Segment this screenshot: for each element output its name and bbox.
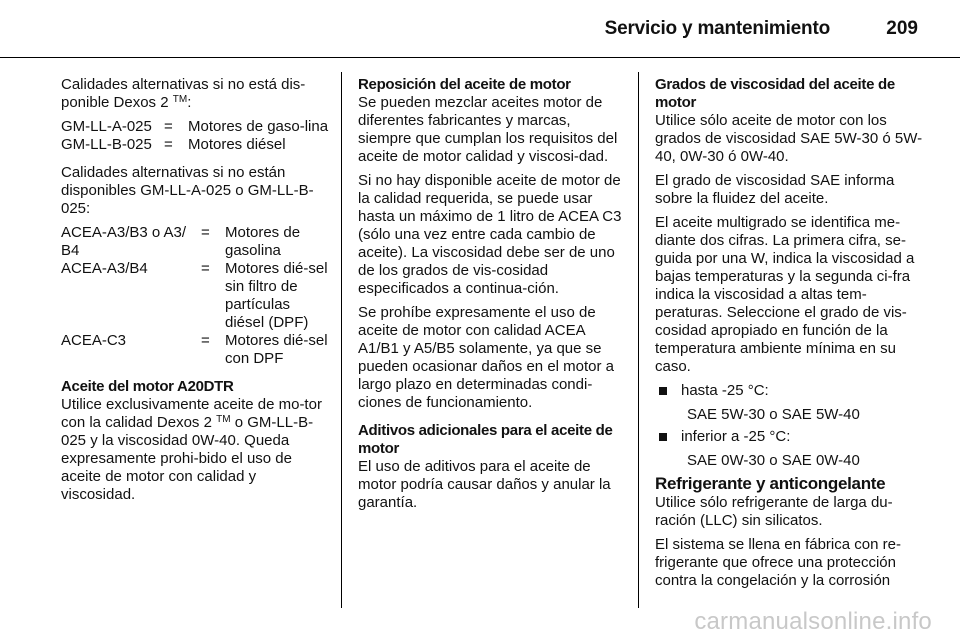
coolant-paragraph-2: El sistema se llena en fábrica con re-frigerante que ofrece una protección contra la congelación y la corrosión: [655, 536, 901, 589]
spec-key: ACEA-A3/B3 o A3/ B4: [61, 224, 187, 259]
section-heading-additives: Aditivos adicionales para el aceite de motor: [358, 422, 613, 457]
spec-value: Motores dié-sel con DPF: [225, 332, 328, 367]
table-row: [61, 136, 328, 154]
spec-eq: =: [164, 118, 173, 135]
section-heading-a20dtr: Aceite del motor A20DTR: [61, 378, 234, 395]
trademark-sup: TM: [172, 94, 188, 105]
refill-paragraph-2: Si no hay disponible aceite de motor de la calidad requerida, se puede usar hasta un máximo de 1 litro de ACEA C3 (sólo una vez entre cada cambio de aceite). La viscosidad debe ser de uno de los grados de vis-cosidad especificados a continua-ción.: [358, 172, 622, 297]
column-1: [61, 76, 329, 510]
spec-eq: =: [201, 224, 210, 241]
section-heading-viscosity: Grados de viscosidad del aceite de motor: [655, 76, 895, 111]
header-divider: [0, 57, 960, 58]
viscosity-list: [655, 382, 925, 470]
section-heading-refill: Reposición del aceite de motor: [358, 76, 571, 93]
column-divider-1: [341, 72, 342, 608]
list-item: inferior a -25 °C: SAE 0W-30 o SAE 0W-40: [655, 428, 925, 470]
watermark: carmanualsonline.info: [694, 608, 932, 635]
spec-key: GM-LL-A-025: [61, 118, 152, 135]
page-title: Servicio y mantenimiento: [604, 18, 830, 39]
spec-value: Motores de gaso-lina: [188, 118, 329, 135]
bullet-square-icon: [659, 387, 667, 395]
list-item: hasta -25 °C: SAE 5W-30 o SAE 5W-40: [655, 382, 925, 424]
spec-value: Motores de gasolina: [225, 224, 301, 259]
a20dtr-paragraph: Utilice exclusivamente aceite de mo-tor con la calidad Dexos 2 ™ o GM-LL-B-025 y la viscosidad 0W-40. Queda expresamente prohi-bido el uso de aceite de motor con calidad y viscosidad.: [61, 396, 322, 503]
list-item-value: SAE 0W-30 o SAE 0W-40: [687, 452, 860, 469]
viscosity-paragraph-2: El grado de viscosidad SAE informa sobre la fluidez del aceite.: [655, 172, 895, 207]
column-divider-2: [638, 72, 639, 608]
table-row: [61, 224, 329, 260]
bullet-square-icon: [659, 433, 667, 441]
spec-key: ACEA-C3: [61, 332, 127, 349]
alt-quality-paragraph-2: Calidades alternativas si no están disponibles GM-LL-A-025 o GM-LL-B-025:: [61, 164, 314, 217]
spec-eq: =: [201, 260, 210, 277]
section-heading-coolant: Refrigerante y anticongelante: [655, 474, 886, 493]
additives-paragraph: El uso de aditivos para el aceite de motor podría causar daños y anular la garantía.: [358, 458, 611, 511]
page-header: [0, 18, 960, 48]
spec-key: ACEA-A3/B4: [61, 260, 148, 277]
refill-paragraph-1: Se pueden mezclar aceites motor de diferentes fabricantes y marcas, siempre que cumplan los requisitos del aceite de motor calidad y viscosi-dad.: [358, 94, 618, 165]
viscosity-paragraph-1: Utilice sólo aceite de motor con los grados de viscosidad SAE 5W-30 ó 5W-40, 0W-30 ó 0W-40.: [655, 112, 923, 165]
alt-quality-paragraph: Calidades alternativas si no está dis-ponible Dexos 2 ™:: [61, 76, 306, 111]
table-row: [61, 118, 328, 136]
table-row: [61, 260, 329, 332]
spec-key: GM-LL-B-025: [61, 136, 152, 153]
quality-table-a: [61, 118, 328, 154]
viscosity-paragraph-3: El aceite multigrado se identifica me-diante dos cifras. La primera cifra, se-guida por una W, indica la viscosidad a bajas temperaturas y la segunda ci-fra indica la viscosidad a altas tem-peraturas. Seleccione el grado de vis-cosidad apropiado en función de la temperatura ambiente mínima en su caso.: [655, 214, 915, 375]
list-item-value: SAE 5W-30 o SAE 5W-40: [687, 406, 860, 423]
trademark-sup: TM: [216, 414, 231, 425]
spec-eq: =: [164, 136, 173, 153]
column-2: [358, 76, 626, 518]
coolant-paragraph-1: Utilice sólo refrigerante de larga du-ración (LLC) sin silicatos.: [655, 494, 893, 529]
page-number: 209: [886, 18, 918, 39]
spec-value: Motores dié-sel sin filtro de partículas diésel (DPF): [225, 260, 328, 331]
quality-table-b: [61, 224, 329, 368]
refill-paragraph-3: Se prohíbe expresamente el uso de aceite de motor con calidad ACEA A1/B1 y A5/B5 solamente, ya que se pueden ocasionar daños en el motor a largo plazo en determinadas condi-ciones de funcionamiento.: [358, 304, 615, 411]
spec-value: Motores diésel: [188, 136, 286, 153]
table-row: [61, 332, 329, 368]
spec-eq: =: [201, 332, 210, 349]
column-3: [655, 76, 925, 596]
